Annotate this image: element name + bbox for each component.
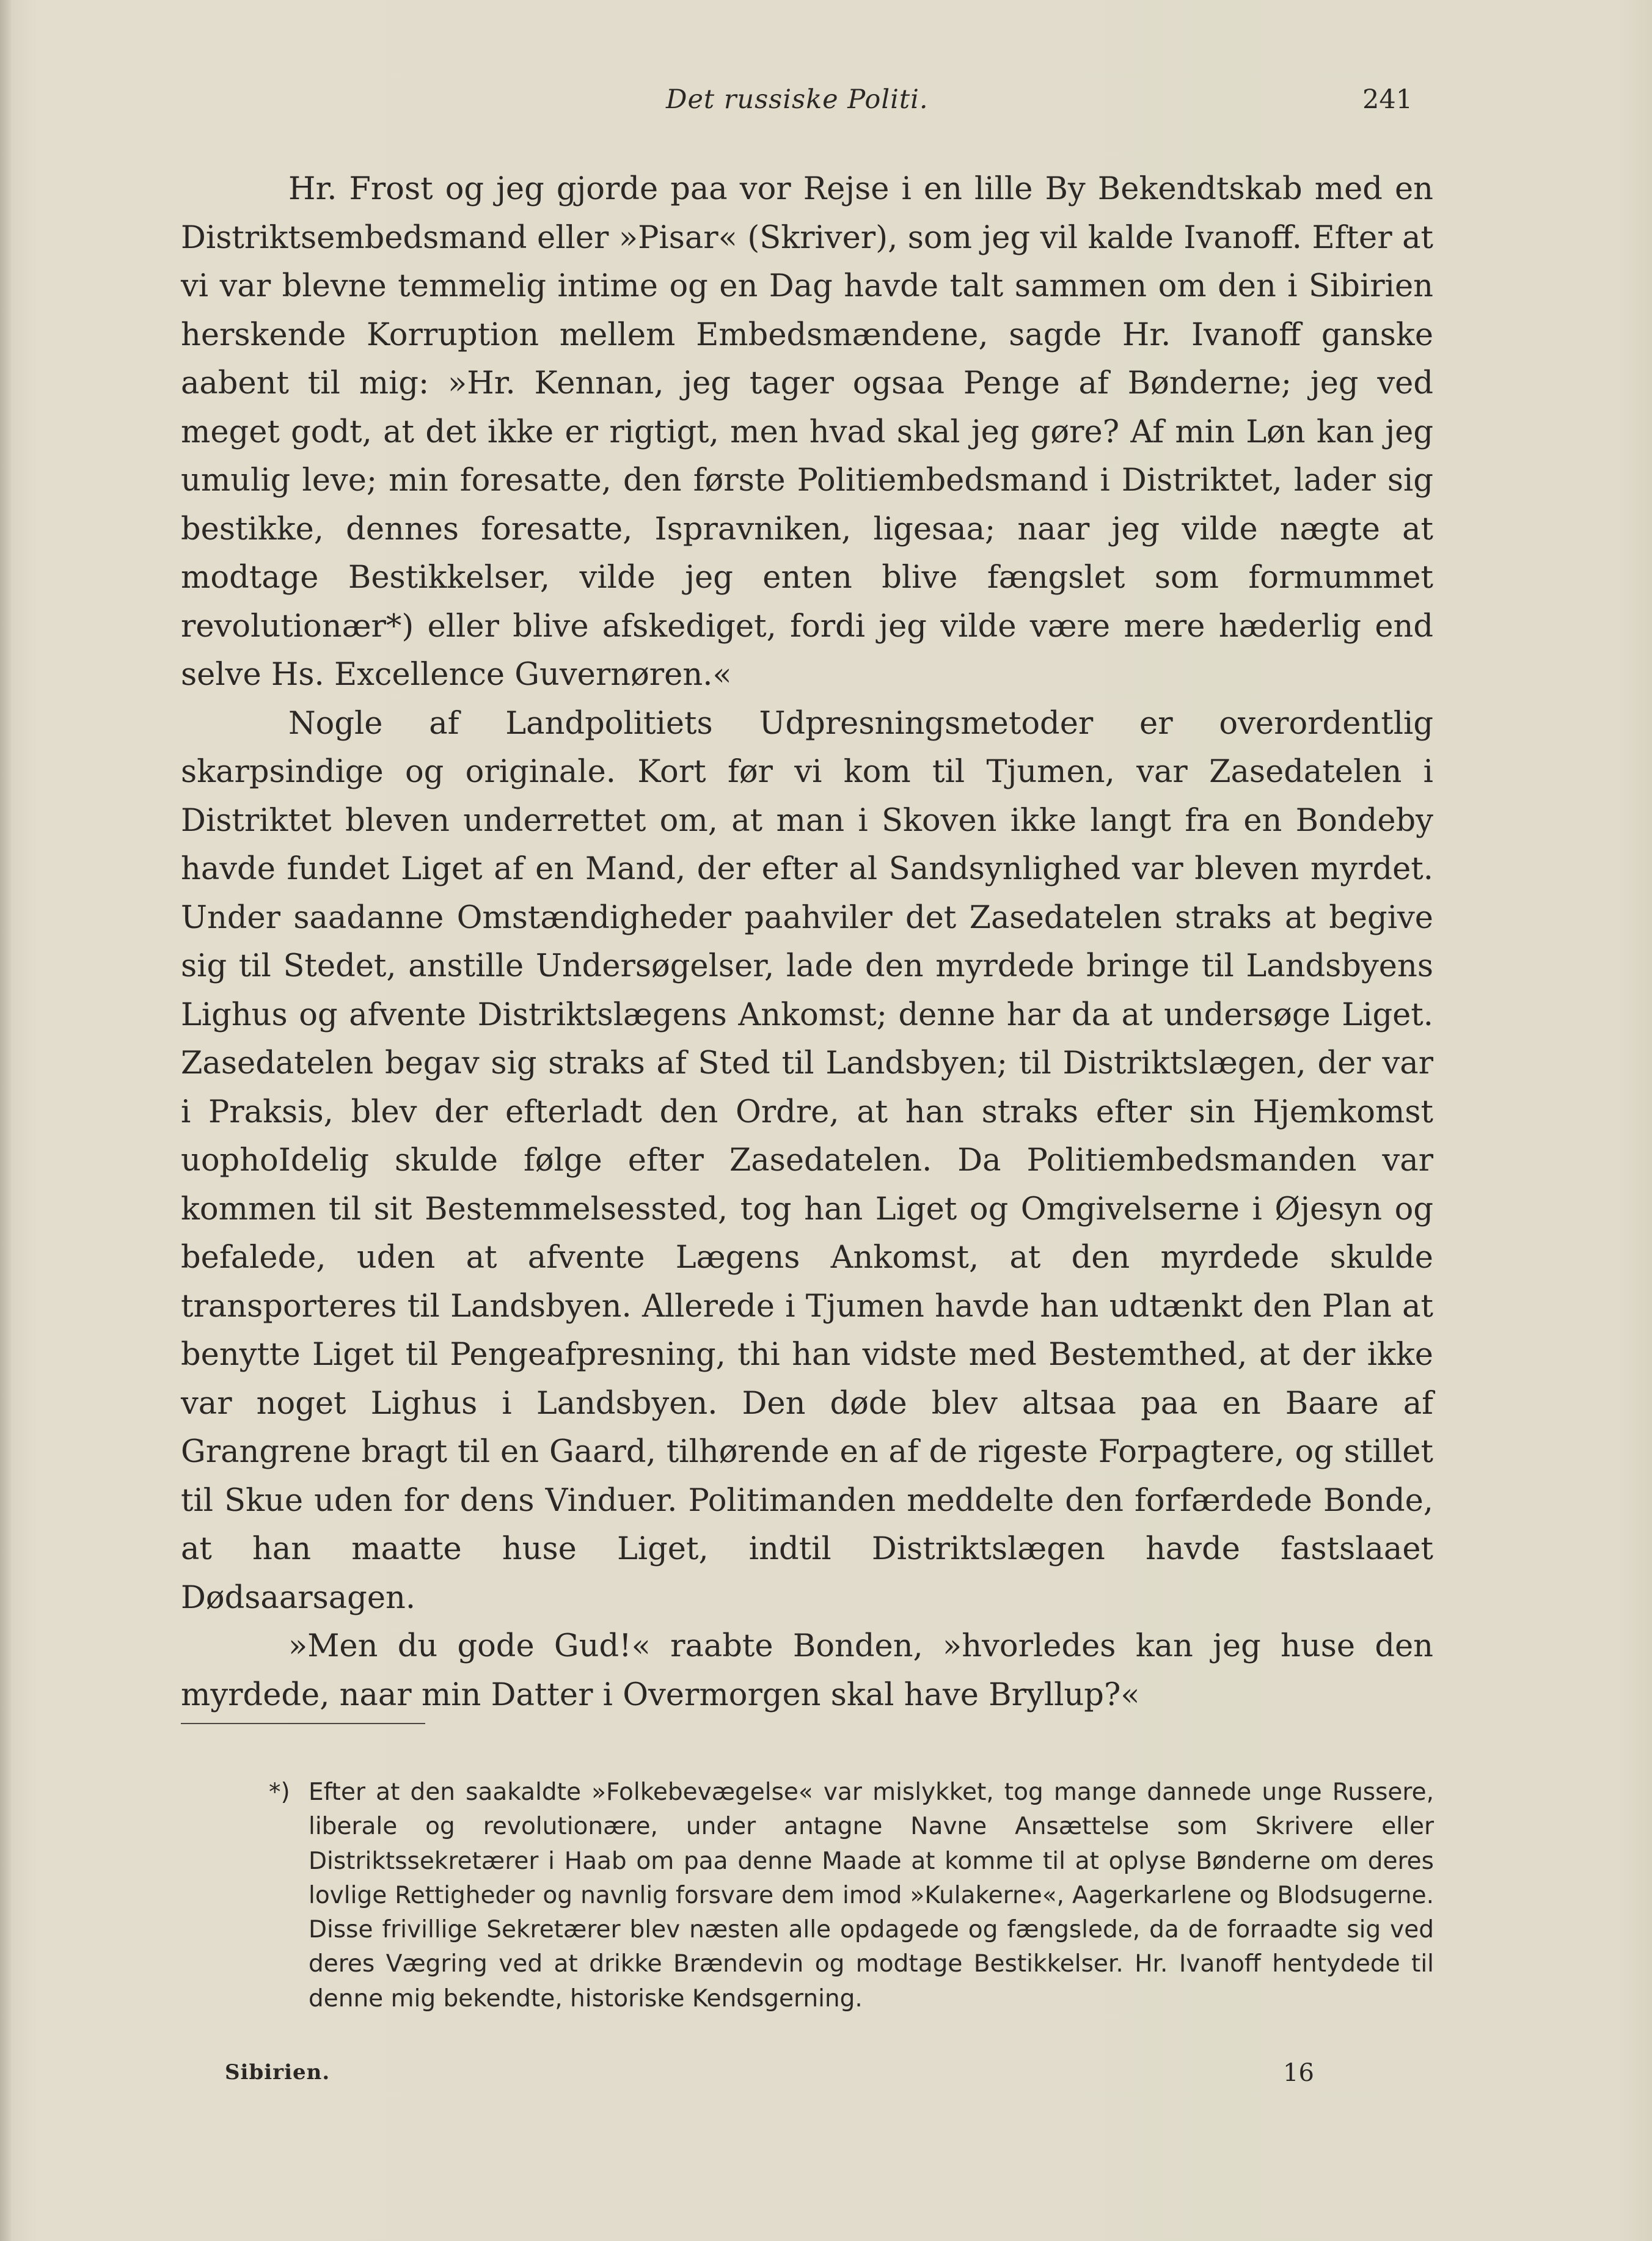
paragraph: »Men du gode Gud!« raabte Bonden, »hvorledes kan jeg huse den myrdede, naar min Datter i Overmorgen skal have Bryllup?« bbox=[181, 1628, 1433, 1713]
footnote-text: Efter at den saakaldte »Folkebevægelse« var mislykket, tog mange dannede unge Russere, liberale og revolutionære, under antagne Navne Ansættelse som Skrivere eller Distriktssekretærer i Haab om paa denne Maade at komme til at oplyse Bønderne om deres lovlige Rettigheder og navnlig forsvare dem imod »Kulakerne«, Aagerkarlene og Blodsugerne. Disse frivillige Sekretærer blev næsten alle opdagede og fængslede, da de forraadte sig ved deres Vægring ved at drikke Brændevin og modtage Bestikkelser. Hr. Ivanoff hentydede til denne mig bekendte, historiske Kendsgerning. bbox=[309, 1779, 1434, 2013]
page-number: 241 bbox=[1362, 84, 1413, 115]
running-title: Det russiske Politi. bbox=[666, 84, 929, 115]
footnote-marker: *) bbox=[269, 1779, 290, 1806]
paragraph: Nogle af Landpolitiets Udpresningsmetoder er overordentlig skarpsindige og originale. Kort før vi kom til Tjumen, var Zasedatelen i Distriktet bleven underrettet om, at man i Skoven ikke langt fra en Bondeby havde fundet Liget af en Mand, der efter al Sandsynlighed var bleven myrdet. Under saadanne Omstændigheder paahviler det Zasedatelen straks at begive sig til Stedet, anstille Undersøgelser, lade den myrdede bringe til Landsbyens Lighus og afvente Distriktslægens Ankomst; denne har da at undersøge Liget. Zasedatelen begav sig straks af Sted til Landsbyen; til Distriktslægen, der var i Praksis, blev der efterladt den Ordre, at han straks efter sin Hjemkomst uophoIdelig skulde følge efter Zasedatelen. Da Politiembedsmanden var kommen til sit Bestemmelsessted, tog han Liget og Omgivelserne i Øjesyn og befalede, uden at afvente Lægens Ankomst, at den myrdede skulde transporteres til Landsbyen. Allerede i Tjumen havde han udtænkt den Plan at benytte Liget til Pengeafpresning, thi han vidste med Bestemthed, at der ikke var noget Lighus i Landsbyen. Den døde blev altsaa paa en Baare af Grangrene bragt til en Gaard, tilhørende en af de rigeste Forpagtere, og stillet til Skue uden for dens Vinduer. Politimanden meddelte den forfærdede Bonde, at han maatte huse Liget, indtil Distriktslægen havde fastslaaet Dødsaarsagen. bbox=[181, 705, 1433, 1616]
running-head bbox=[0, 84, 1652, 127]
binding-edge bbox=[0, 0, 11, 2241]
printer-signature: Sibirien. bbox=[225, 2060, 331, 2085]
footnote-rule bbox=[181, 1723, 425, 1724]
sheet-number: 16 bbox=[1283, 2059, 1314, 2087]
body-text bbox=[181, 165, 1433, 1719]
paragraph: Hr. Frost og jeg gjorde paa vor Rejse i en lille By Bekendtskab med en Distriktsembedsmand eller »Pisar« (Skriver), som jeg vil kalde Ivanoff. Efter at vi var blevne temmelig intime og en Dag havde talt sammen om den i Sibirien herskende Korruption mellem Embedsmændene, sagde Hr. Ivanoff ganske aabent til mig: »Hr. Kennan, jeg tager ogsaa Penge af Bønderne; jeg ved meget godt, at det ikke er rigtigt, men hvad skal jeg gøre? Af min Løn kan jeg umulig leve; min foresatte, den første Politiembedsmand i Distriktet, lader sig bestikke, dennes foresatte, Ispravniken, ligesaa; naar jeg vilde nægte at modtage Bestikkelser, vilde jeg enten blive fængslet som formummet revolutionær*) eller blive afskediget, fordi jeg vilde være mere hæderlig end selve Hs. Excellence Guvernøren.« bbox=[181, 171, 1433, 693]
